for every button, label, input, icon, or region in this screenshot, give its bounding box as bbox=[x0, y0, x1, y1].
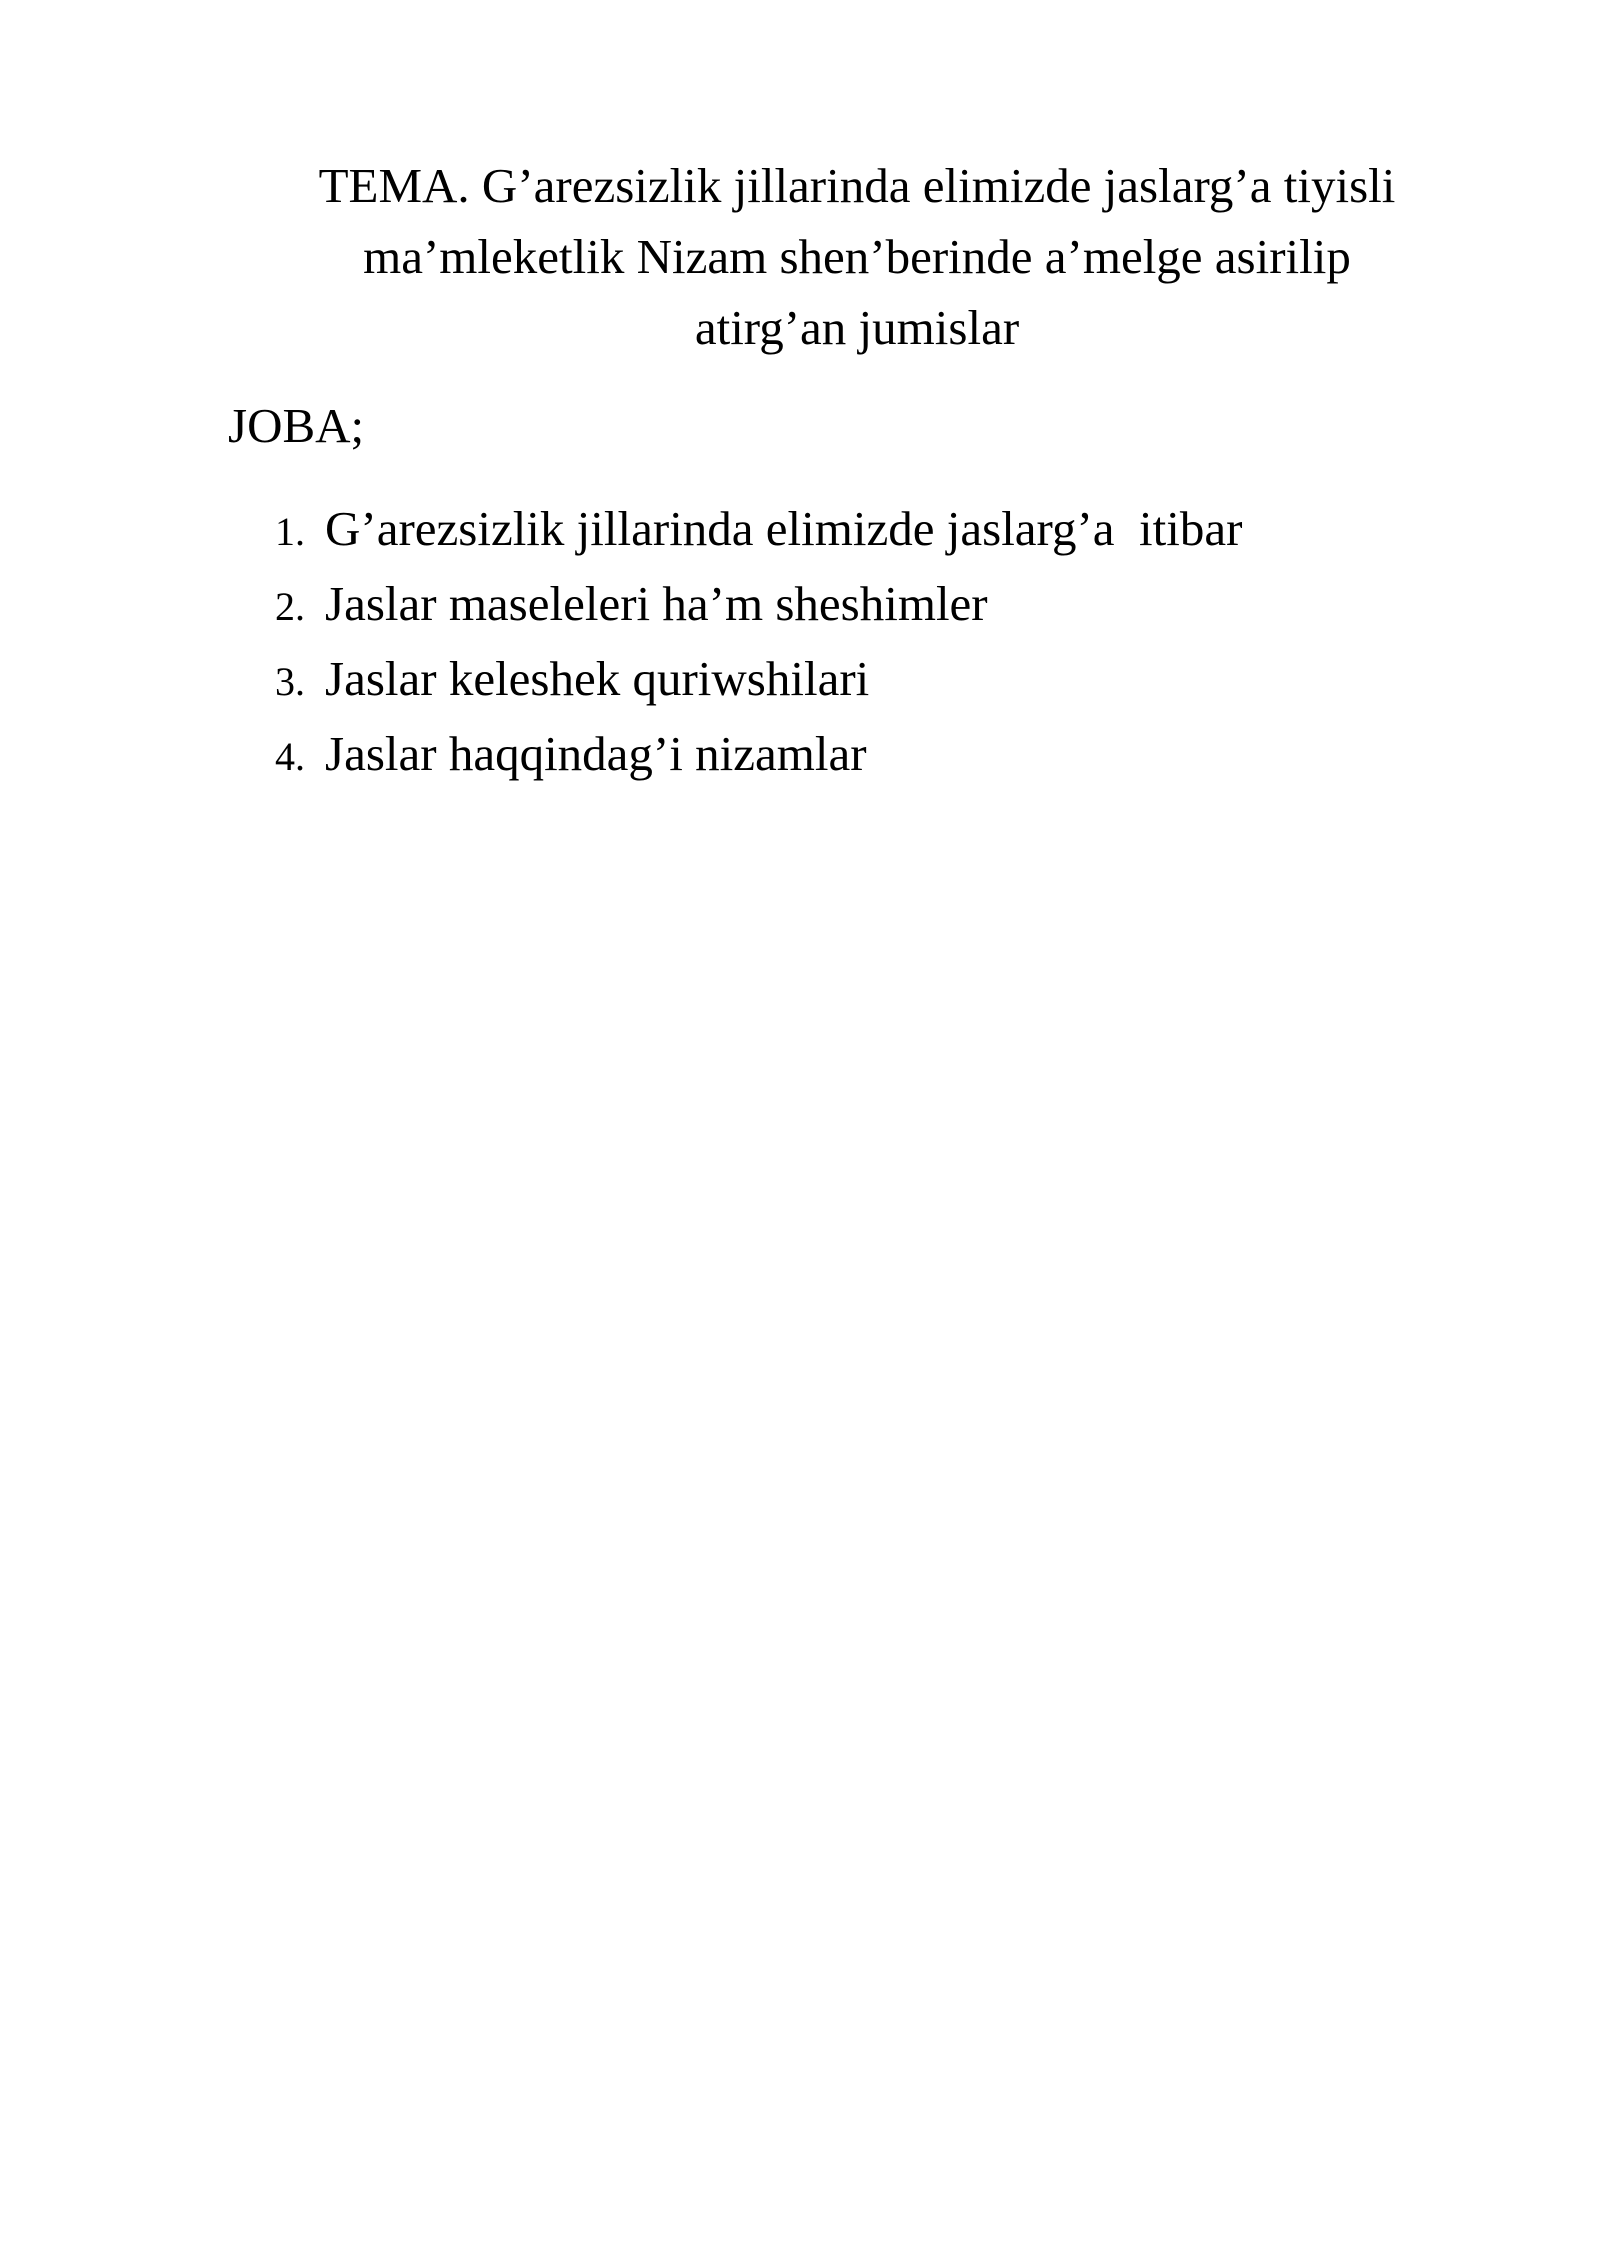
title-line-2: ma’mleketlik Nizam shen’berinde a’melge asirilip bbox=[363, 229, 1351, 284]
plan-item-text: Jaslar keleshek quriwshilari bbox=[325, 651, 870, 706]
plan-list bbox=[275, 493, 1242, 793]
plan-item-number: 3. bbox=[275, 659, 305, 704]
plan-item-text: G’arezsizlik jillarinda elimizde jaslarg’a itibar bbox=[325, 501, 1243, 556]
plan-item-number: 2. bbox=[275, 584, 305, 629]
title-line-3: atirg’an jumislar bbox=[694, 300, 1020, 355]
plan-heading: JOBA; bbox=[228, 398, 365, 453]
document-title bbox=[232, 150, 1482, 363]
plan-item-number: 1. bbox=[275, 509, 305, 554]
plan-item bbox=[275, 718, 1242, 793]
plan-item bbox=[275, 568, 1242, 643]
plan-item-text: Jaslar maseleleri ha’m sheshimler bbox=[325, 576, 988, 631]
title-line-1: TEMA. G’arezsizlik jillarinda elimizde jaslarg’a tiyisli bbox=[318, 158, 1396, 213]
plan-item bbox=[275, 643, 1242, 718]
plan-item-text: Jaslar haqqindag’i nizamlar bbox=[325, 726, 867, 781]
plan-item bbox=[275, 493, 1242, 568]
plan-item-number: 4. bbox=[275, 734, 305, 779]
